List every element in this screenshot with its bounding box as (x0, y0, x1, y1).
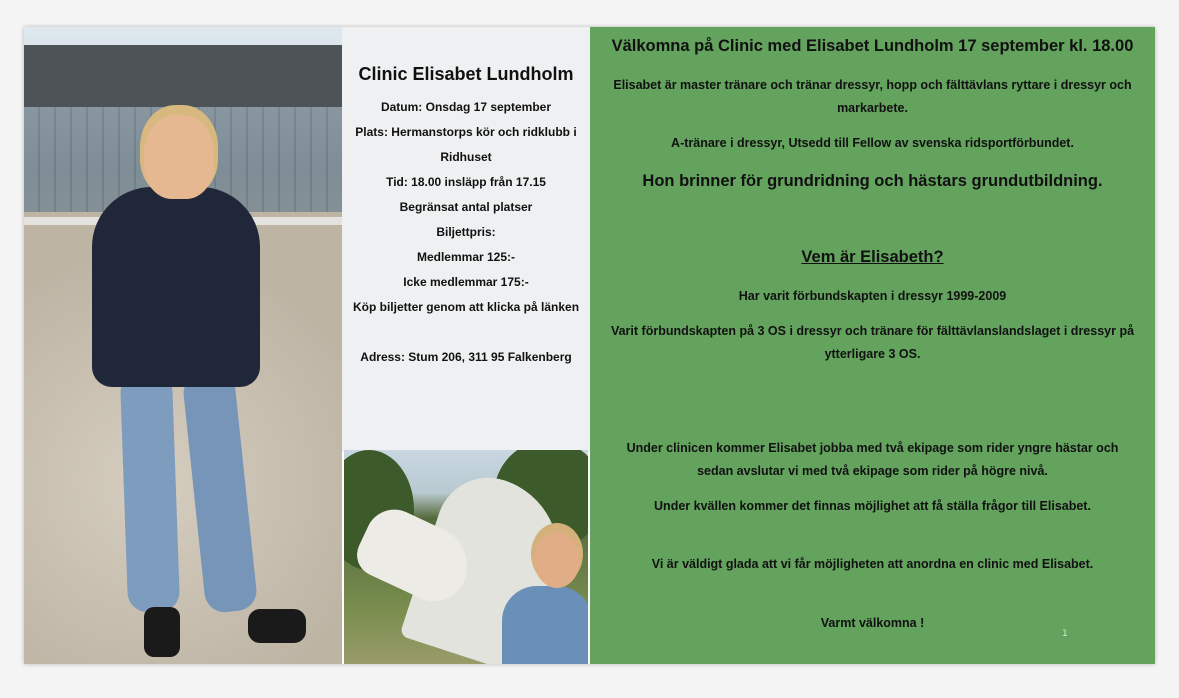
career-text-1: Har varit förbundskapten i dressyr 1999-2009 (738, 289, 1007, 303)
passion-text: Hon brinner för grundridning och hästars grundutbildning. (642, 172, 1103, 190)
intro-text: Elisabet är master tränare och tränar dressyr, hopp och fälttävlans ryttare i dressyr och markarbete. (613, 78, 1132, 115)
info-price-nonmembers: Icke medlemmar 175:- (403, 275, 529, 289)
who-heading: Vem är Elisabeth? (801, 248, 944, 266)
woman-head (534, 532, 580, 588)
info-place: Plats: Hermanstorps kör och ridklubb i Ridhuset (355, 125, 577, 164)
clinic-text-1: Under clinicen kommer Elisabet jobba med två ekipage som rider yngre hästar och sedan avslutar vi med två ekipage som rider på högre nivå. (626, 441, 1119, 478)
woman-body (502, 586, 588, 664)
info-price-label: Biljettpris: (436, 225, 496, 239)
info-limited: Begränsat antal platser (399, 200, 533, 214)
photo-elisabet-arena (24, 27, 342, 664)
info-price-members: Medlemmar 125:- (416, 250, 516, 264)
clinic-title: Clinic Elisabet Lundholm (358, 64, 574, 84)
welcome-title: Välkomna på Clinic med Elisabet Lundholm 17 september kl. 18.00 (611, 37, 1134, 55)
info-date: Datum: Onsdag 17 september (380, 100, 552, 114)
info-address: Adress: Stum 206, 311 95 Falkenberg (360, 350, 572, 364)
glad-text: Vi är väldigt glada att vi får möjligheten att anordna en clinic med Elisabet. (651, 557, 1094, 571)
grandstand-roof (24, 45, 342, 107)
description-panel (590, 27, 1155, 664)
ticket-link-text[interactable]: Köp biljetter genom att klicka på länken (352, 300, 580, 314)
info-time: Tid: 18.00 insläpp från 17.15 (386, 175, 546, 189)
welcome-text: Varmt välkomna ! (820, 616, 925, 630)
trainer-text: A-tränare i dressyr, Utsedd till Fellow av svenska ridsportförbundet. (671, 136, 1074, 150)
flyer-page (24, 27, 1155, 664)
event-info-column (342, 27, 590, 452)
career-text-2: Varit förbundskapten på 3 OS i dressyr och tränare för fälttävlanslandslaget i dressyr på ytterligare 3 OS. (610, 324, 1135, 361)
clinic-text-2: Under kvällen kommer det finnas möjlighet att få ställa frågor till Elisabet. (654, 499, 1091, 513)
page-number: 1 (1062, 629, 1068, 639)
photo-horse-and-woman (344, 450, 588, 664)
